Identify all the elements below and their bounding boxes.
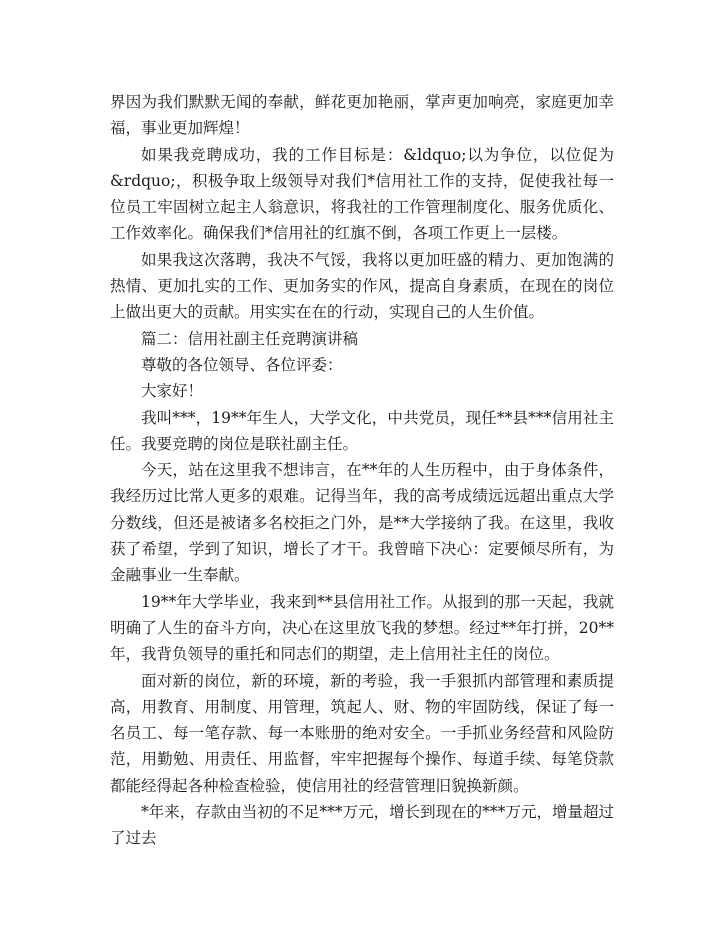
paragraph-career-start: 19**年大学毕业，我来到**县信用社工作。从报到的那一天起，我就明确了人生的奋斗方向，决心在这里放飞我的梦想。经过**年打拼，20**年，我背负领导的重托和同志们的期望，走上信用社主任的岗位。 bbox=[110, 592, 614, 664]
salutation: 尊敬的各位领导、各位评委： bbox=[141, 355, 343, 374]
paragraph-goal: 如果我竞聘成功，我的工作目标是：&ldquo;以为争位，以位促为&rdquo;，积极争取上级领导对我们*信用社工作的支持，促使我社每一位员工牢固树立起主人翁意识，将我社的工作管理制度化、服务优质化、工作效率化。确保我们*信用社的红旗不倒，各项工作更上一层楼。 bbox=[110, 145, 614, 243]
paragraph-introduction: 我叫***，19**年生人，大学文化，中共党员，现任**县***信用社主任。我要竞聘的岗位是联社副主任。 bbox=[110, 408, 614, 453]
document-body bbox=[110, 89, 614, 852]
paragraph-management: 面对新的岗位，新的环境，新的考验，我一手狠抓内部管理和素质提高，用教育、用制度、用管理，筑起人、财、物的牢固防线，保证了每一名员工、每一笔存款、每一本账册的绝对安全。一手抓业务经营和风险防范，用勤勉、用责任、用监督，牢牢把握每个操作、每道手续、每笔贷款都能经得起各种检查检验，使信用社的经营管理旧貌换新颜。 bbox=[110, 671, 614, 795]
paragraph-if-fail: 如果我这次落聘，我决不气馁，我将以更加旺盛的精力、更加饱满的热情、更加扎实的工作、更加务实的作风，提高自身素质，在现在的岗位上做出更大的贡献。用实实在在的行动，实现自己的人生价值。 bbox=[110, 250, 614, 322]
paragraph-continuation: 界因为我们默默无闻的奉献，鲜花更加艳丽，掌声更加响亮，家庭更加幸福，事业更加辉煌！ bbox=[110, 93, 614, 138]
section-heading: 篇二：信用社副主任竞聘演讲稿 bbox=[141, 329, 359, 348]
greeting: 大家好！ bbox=[141, 382, 204, 401]
paragraph-results: *年来，存款由当初的不足***万元，增长到现在的***万元，增量超过了过去 bbox=[110, 803, 614, 848]
paragraph-history: 今天，站在这里我不想讳言，在**年的人生历程中，由于身体条件，我经历过比常人更多的艰难。记得当年，我的高考成绩远远超出重点大学分数线，但还是被诸多名校拒之门外，是**大学接纳了我。在这里，我收获了希望，学到了知识，增长了才干。我曾暗下决心：定要倾尽所有，为金融事业一生奉献。 bbox=[110, 461, 614, 585]
